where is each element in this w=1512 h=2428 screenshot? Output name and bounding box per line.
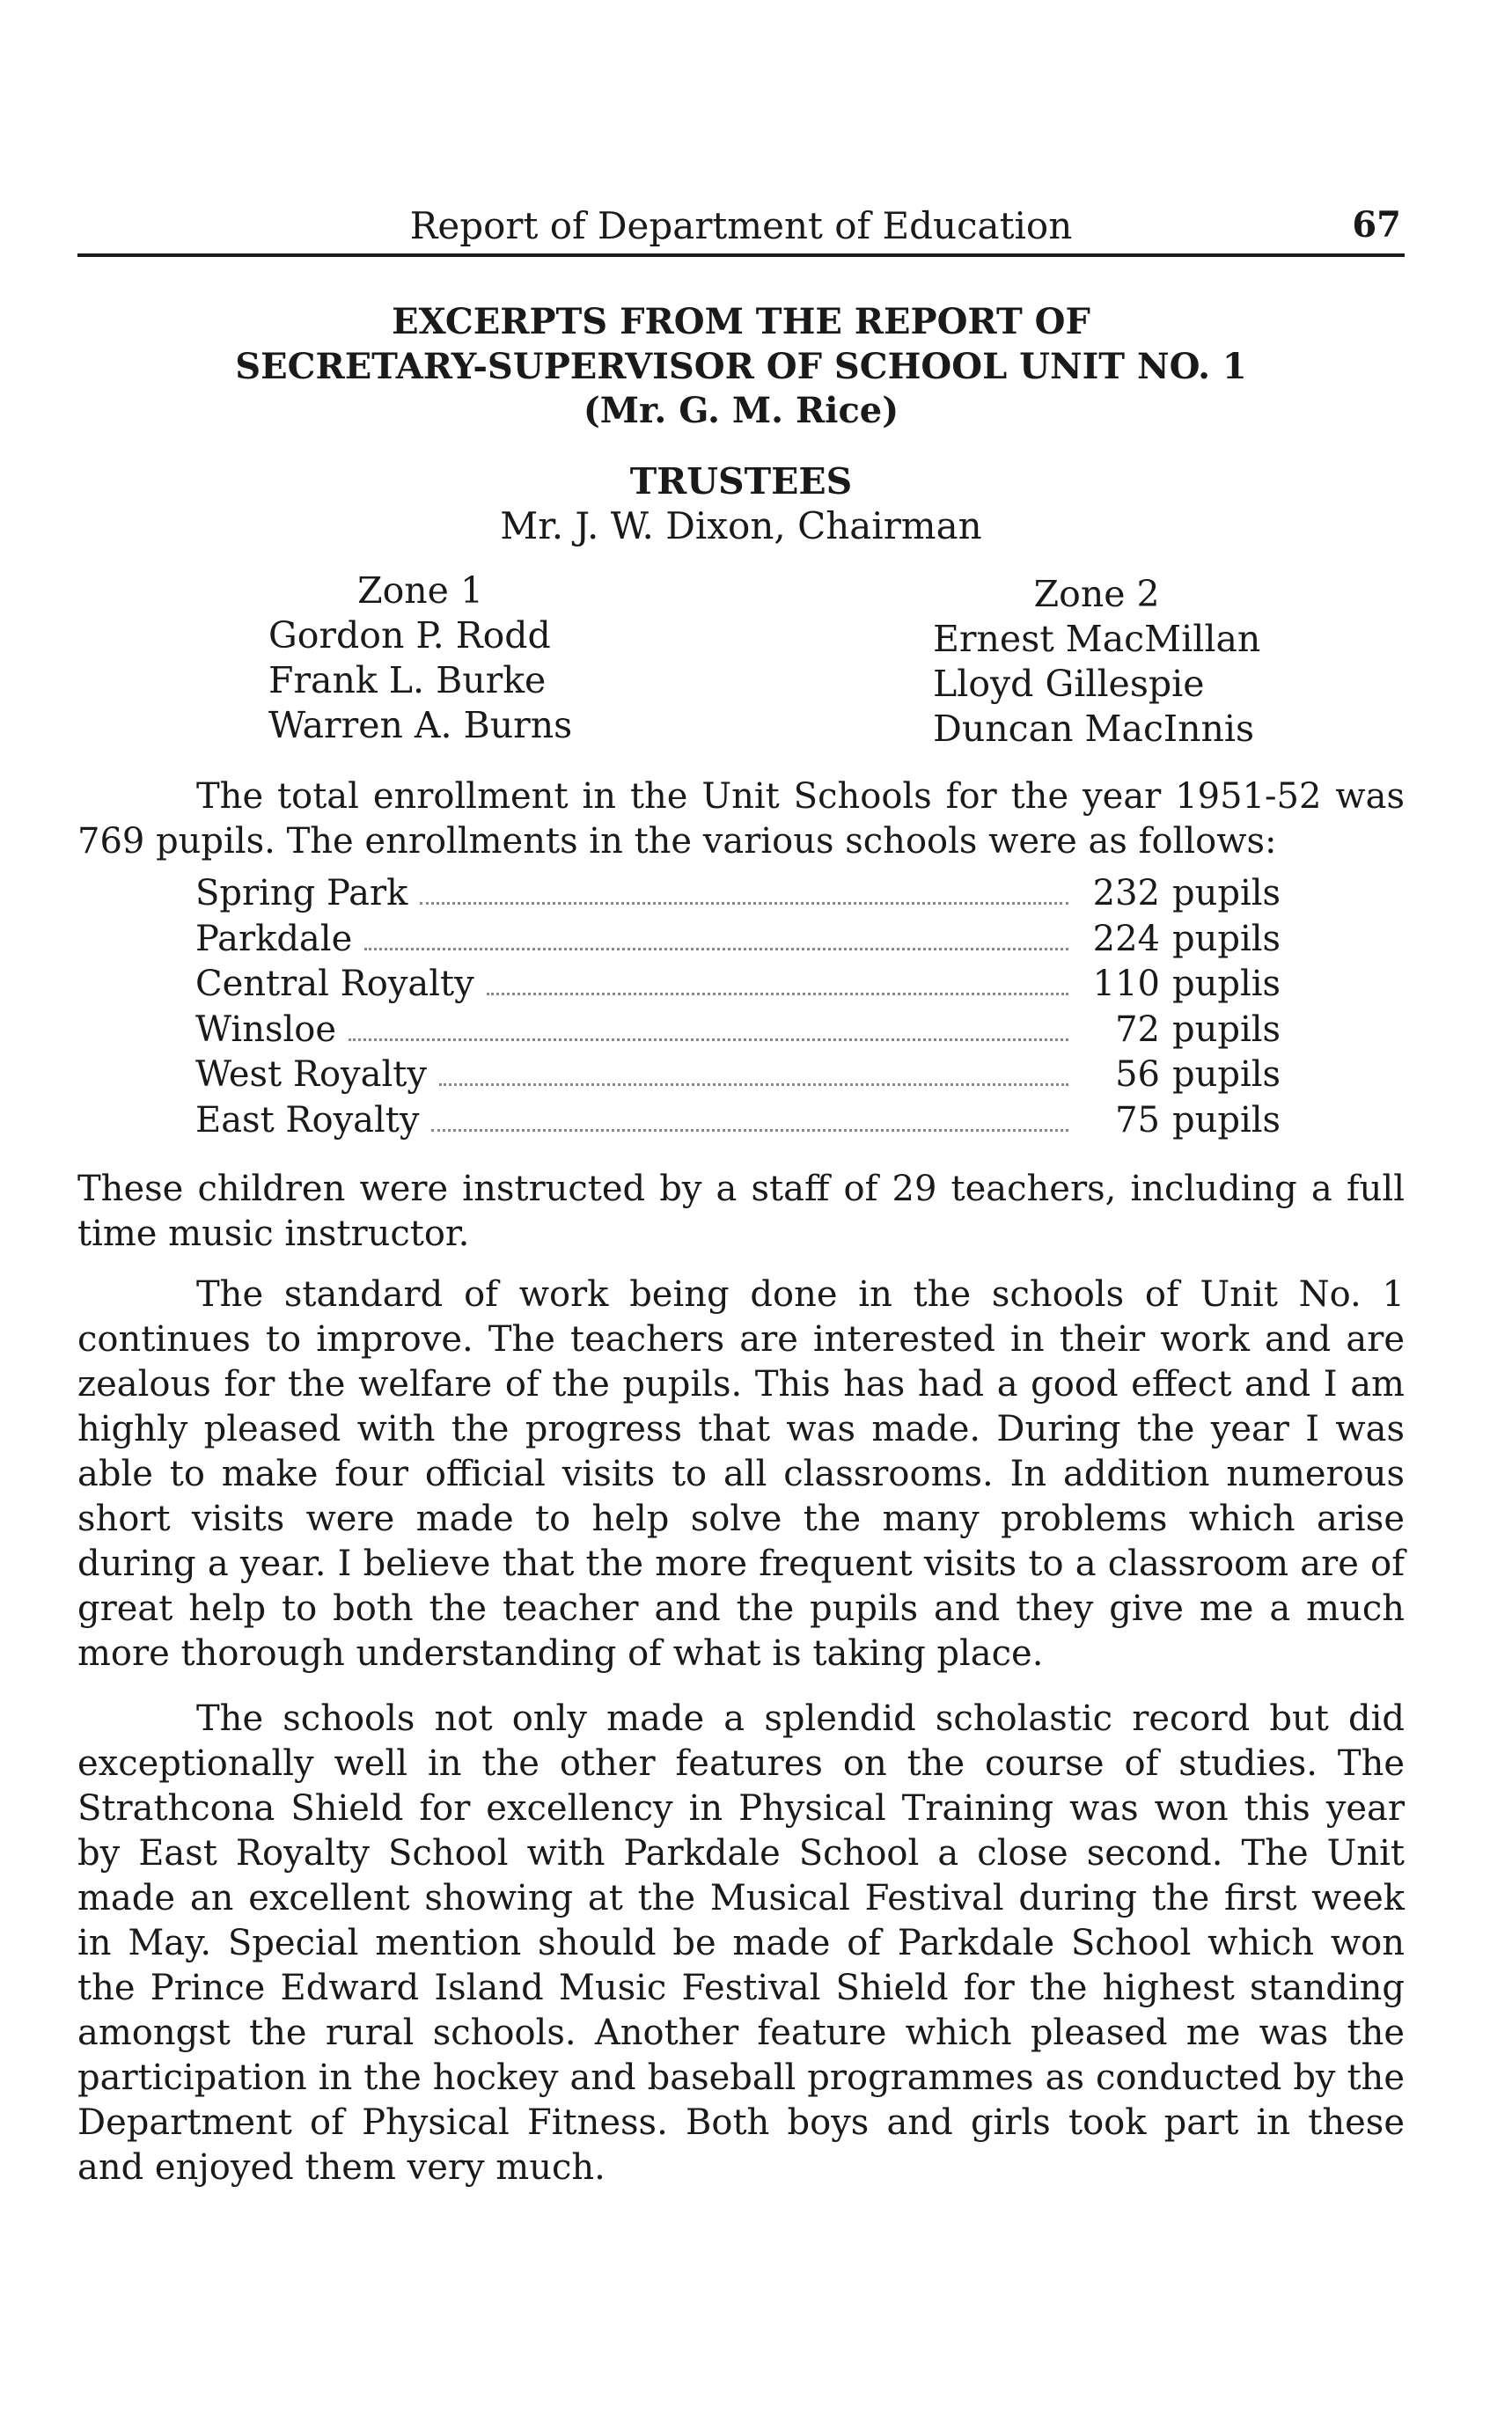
zone-2-label: Zone 2 xyxy=(1033,573,1160,615)
leader-dots xyxy=(420,902,1068,905)
enrollment-row xyxy=(195,1053,1287,1098)
trustees-title: TRUSTEES xyxy=(629,460,853,502)
school-name: East Royalty xyxy=(195,1099,420,1141)
leader-dots xyxy=(439,1083,1068,1086)
leader-dots xyxy=(349,1038,1068,1041)
pupil-unit: pupils xyxy=(1172,1054,1281,1095)
enrollment-row xyxy=(195,871,1287,917)
leader-dots xyxy=(364,948,1068,950)
zone-2-member: Ernest MacMillan xyxy=(933,618,1261,660)
zone-1-member: Gordon P. Rodd xyxy=(268,614,551,657)
school-name: Parkdale xyxy=(195,918,353,959)
staff-paragraph xyxy=(77,1167,1405,1257)
pupil-unit: puplis xyxy=(1172,964,1281,1004)
running-head xyxy=(77,201,1405,257)
trustees-chairman: Mr. J. W. Dixon, Chairman xyxy=(500,504,982,547)
leader-dots xyxy=(487,993,1068,995)
pupil-unit: pupils xyxy=(1172,1099,1281,1141)
pupil-unit: pupils xyxy=(1172,873,1281,913)
zone-1-member: Frank L. Burke xyxy=(268,659,547,701)
pupil-count: 75 xyxy=(1115,1099,1160,1141)
leader-dots xyxy=(431,1129,1068,1132)
report-heading-author: (Mr. G. M. Rice) xyxy=(583,390,899,431)
running-head-title: Report of Department of Education xyxy=(409,204,1073,247)
enrollment-row xyxy=(195,1008,1287,1053)
school-name: Winsloe xyxy=(195,1009,337,1050)
pupil-count: 232 xyxy=(1092,873,1160,913)
pupil-unit: pupils xyxy=(1172,918,1281,959)
zone-1-label: Zone 1 xyxy=(357,569,484,612)
enrollment-list xyxy=(195,871,1287,1143)
zone-1-column xyxy=(268,568,572,748)
pupil-count: 110 xyxy=(1092,964,1160,1004)
zone-2-member: Duncan MacInnis xyxy=(933,708,1255,750)
zone-2-column xyxy=(933,572,1260,752)
report-heading-line-2: SECRETARY-SUPERVISOR OF SCHOOL UNIT NO. 1 xyxy=(235,346,1247,387)
report-heading-line-1: EXCERPTS FROM THE REPORT OF xyxy=(392,301,1090,342)
enrollment-intro-text: The total enrollment in the Unit Schools for the year 1951-52 was 769 pupils. The enrollments in the various schools were as follows: xyxy=(77,776,1405,862)
school-name: West Royalty xyxy=(195,1054,427,1095)
enrollment-row xyxy=(195,1098,1287,1144)
schools-record-paragraph xyxy=(77,1697,1405,2190)
standard-of-work-text: The standard of work being done in the schools of Unit No. 1 continues to improve. The teachers are interested in their work and are zealous for the welfare of the pupils. This has had a good effect and I am highly pleased with the progress that was made. During the year I was able to make four official visits to all classrooms. In addition numerous short visits were made to help solve the many problems which arise during a year. I believe that the more frequent visits to a classroom are of great help to both the teacher and the pupils and they give me a much more thorough understanding of what is taking place. xyxy=(77,1274,1405,1674)
standard-of-work-paragraph xyxy=(77,1273,1405,1676)
staff-paragraph-text: These children were instructed by a staff of 29 teachers, including a full time music instructor. xyxy=(77,1169,1405,1254)
school-name: Spring Park xyxy=(195,873,408,913)
schools-record-text: The schools not only made a splendid scholastic record but did exceptionally well in the other features on the course of studies. The Strathcona Shield for excellency in Physical Training was won this year by East Royalty School with Parkdale School a close second. The Unit made an excellent showing at the Musical Festival during the first week in May. Special mention should be made of Parkdale School which won the Prince Edward Island Music Festival Shield for the highest standing amongst the rural schools. Another feature which pleased me was the participation in the hockey and baseball programmes as conducted by the Department of Physical Fitness. Both boys and girls took part in these and enjoyed them very much. xyxy=(77,1698,1405,2188)
enrollment-row xyxy=(195,962,1287,1008)
zone-1-member: Warren A. Burns xyxy=(268,704,573,746)
pupil-count: 56 xyxy=(1115,1054,1160,1095)
page-number: 67 xyxy=(1352,204,1401,246)
pupil-count: 72 xyxy=(1115,1009,1160,1050)
school-name: Central Royalty xyxy=(195,964,474,1004)
pupil-unit: pupils xyxy=(1172,1009,1281,1050)
pupil-count: 224 xyxy=(1092,918,1160,959)
zone-2-member: Lloyd Gillespie xyxy=(933,663,1205,705)
enrollment-row xyxy=(195,917,1287,963)
enrollment-intro-paragraph xyxy=(77,774,1405,864)
